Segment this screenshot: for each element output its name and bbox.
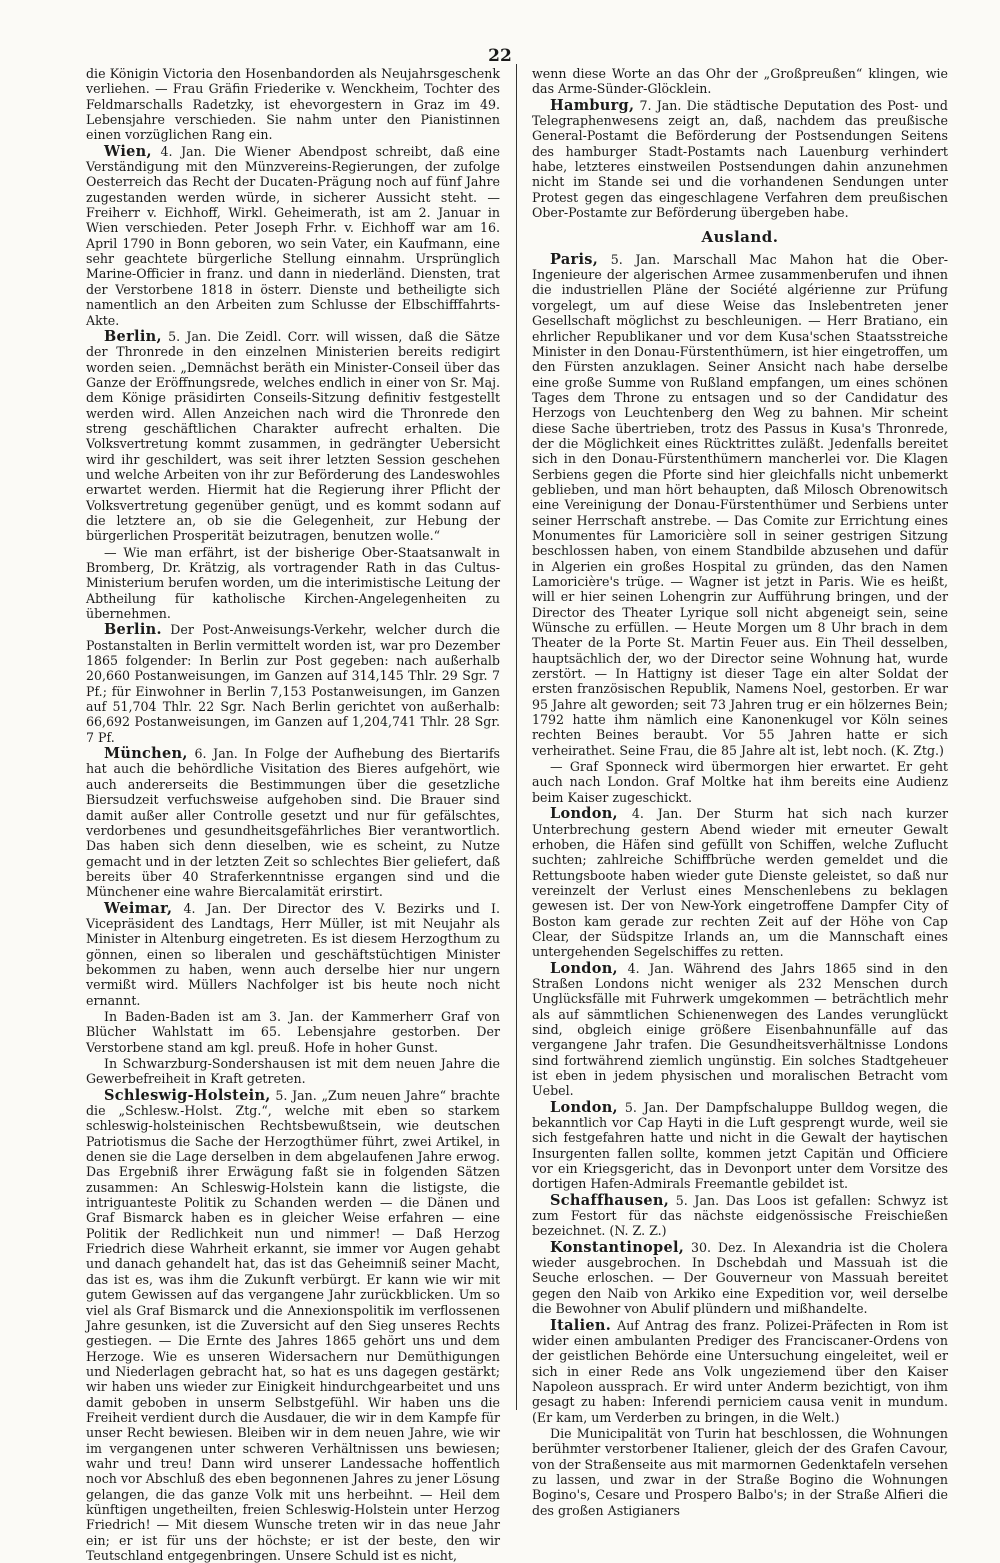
article-dateline: London, — [550, 959, 618, 977]
article-text: 5. Jan. Marschall Mac Mahon hat die Ober-Ingenieure der algerischen Armee zusammenberufen und ihnen die industriellen Pläne der Société algérienne zur Prüfung vorgelegt, um auf diese Weise das Inslebentreten jener Gesellschaft möglichst zu beschleunigen. — Herr Bratiano, ein ehrlicher Republikaner und vor dem Kusa'schen Staatsstreiche Minister in den Donau-Fürstenthümern, ist hier eingetroffen, um den Fürsten anzuklagen. Seiner Ansicht nach habe derselbe eine große Summe von Rußland empfangen, um eines schönen Tages dem Throne zu entsagen und so der Candidatur des Herzogs von Leuchtenberg den Weg zu bahnen. Mir scheint diese Sache übertrieben, trotz des Passus in Kusa's Thronrede, der die Möglichkeit eines Rücktrittes zuläßt. Jedenfalls bereitet sich in den Donau-Fürstenthümern mancherlei vor. Die Klagen Serbiens gegen die Pforte sind hier gleichfalls nicht unbemerkt geblieben, und man hört behaupten, daß Milosch Obrenowitsch eine Vereinigung der Donau-Fürstenthümer und Serbiens unter seiner Herrschaft anstrebe. — Das Comite zur Errichtung eines Monumentes für Lamoricière soll in seiner gestrigen Sitzung beschlossen haben, von einem Standbilde abzusehen und dafür in Algerien ein großes Hospital zu gründen, das den Namen Lamoricière's trüge. — Wagner ist jetzt in Paris. Wie es heißt, will er hier seinen Lohengrin zur Aufführung bringen, und der Director des Theater Lyrique soll nicht abgeneigt sein, seine Wünsche zu erfüllen. — Heute Morgen um 8 Uhr brach in dem Theater de la Porte St. Martin Feuer aus. Ein Theil desselben, hauptsächlich der, wo der Director seine Wohnung hat, wurde zerstört. — In Hattigny ist dieser Tage ein alter Soldat der ersten französischen Republik, Namens Noel, gestorben. Er war 95 Jahre alt geworden; seit 73 Jahren trug er ein hölzernes Bein; 1792 hatte ihm nämlich eine Kanonenkugel vor Köln seines rechten Beines beraubt. Vor 55 Jahren hatte er sich verheirathet. Seine Frau, die 85 Jahre alt ist, lebt noch. (K. Ztg.) — [532, 251, 948, 758]
article-text: In Schwarzburg-Sondershausen ist mit dem neuen Jahre die Gewerbefreiheit in Kraft getreten. — [86, 1056, 500, 1087]
article-paragraph — [86, 622, 500, 745]
article-paragraph — [86, 901, 500, 1008]
article-paragraph — [532, 806, 948, 959]
article-paragraph — [532, 1100, 948, 1192]
article-text: 5. Jan. Die Zeidl. Corr. will wissen, daß die Sätze der Thronrede in den einzelnen Ministerien bereits redigirt worden seien. „Demnächst beräth ein Minister-Conseil über das Ganze der Eröffnungsrede, welches endlich in einer von Sr. Maj. dem Könige präsidirten Conseils-Sitzung definitiv festgestellt werden wird. Allen Anzeichen nach wird die Thronrede den streng geschäftlichen Charakter aufrecht erhalten. Die Volksvertretung kommt zusammen, in gedrängter Uebersicht wird ihr geschildert, was seit ihrer letzten Session geschehen und welche Arbeiten von ihr zur Beförderung des Landeswohles erwartet werden. Hiermit hat die Regierung ihrer Pflicht der Volksvertretung gegenüber genügt, und es kommt sodann auf die letztere an, ob sie die Gelegenheit, zur Hebung der bürgerlichen Prosperität beizutragen, benutzen wolle.“ — [86, 328, 500, 544]
article-text: 7. Jan. Die städtische Deputation des Post- und Telegraphenwesens zeigt an, daß, nachdem das preußische General-Postamt die Beförderung der Postsendungen Seitens des hamburger Stadt-Postamts nach Lauenburg verhindert habe, letzteres einstweilen Postsendungen dahin anzunehmen nicht im Stande sei und die vorhandenen Sendungen unter Protest gegen das eingeschlagene Verfahren dem preußischen Ober-Postamte zur Beförderung übergeben habe. — [532, 97, 948, 221]
article-text: wenn diese Worte an das Ohr der „Großpreußen“ klingen, wie das Arme-Sünder-Glöcklein. — [532, 66, 948, 97]
article-paragraph — [532, 1193, 948, 1239]
article-dateline: München, — [104, 745, 188, 763]
article-paragraph — [86, 1056, 500, 1087]
article-paragraph — [532, 759, 948, 805]
article-dateline: Berlin, — [104, 327, 162, 345]
article-text: die Königin Victoria den Hosenbandorden als Neujahrsgeschenk verliehen. — Frau Gräfin Friederike v. Wenckheim, Tochter des Feldmarschalls Radetzky, ist ehevorgestern in Graz im 49. Lebensjahre verschieden. Sie nahm unter den Pianistinnen einen vorzüglichen Rang ein. — [86, 66, 500, 143]
article-paragraph — [86, 144, 500, 328]
article-text: Die Municipalität von Turin hat beschlossen, die Wohnungen berühmter verstorbener Italiener, gleich der des Grafen Cavour, von der Straßenseite aus mit marmornen Gedenktafeln versehen zu lassen, und zwar in der Straße Bogino die Wohnungen Bogino's, Cesare und Prospero Balbo's; in der Straße Alfieri die des großen Astigianers — [532, 1425, 948, 1518]
article-text: 5. Jan. „Zum neuen Jahre“ brachte die „Schlesw.-Holst. Ztg.“, welche mit eben so starkem schleswig-holsteinischen Rechtsbewußtsein, wie deutschen Patriotismus die Sache der Herzogthümer führt, zwei Artikel, in denen sie die Lage derselben in dem abgelaufenen Jahre erwog. Das Ergebniß ihrer Erwägung faßt sie in folgenden Sätzen zusammen: An Schleswig-Holstein kann die listigste, die intriguanteste Politik zu Schanden werden — die Dänen und Graf Bismarck haben es in gleicher Weise erfahren — eine Politik der Redlichkeit nun und nimmer! — Daß Herzog Friedrich diese Wahrheit erkannt, sie immer vor Augen gehabt und danach gehandelt hat, das ist das Geheimniß seiner Macht, das ist es, was ihm die Zukunft verbürgt. Er kann wie wir mit gutem Gewissen auf das vergangene Jahr zurückblicken. Um so viel als Graf Bismarck und die Annexionspolitik im verflossenen Jahre gesunken, ist die Zuversicht auf den Sieg unseres Rechts gestiegen. — Die Ernte des Jahres 1865 gehört uns und dem Herzoge. Wie es unseren Widersachern nur Demüthigungen und Niederlagen gebracht hat, so hat es uns dagegen gestärkt; wir haben uns wieder zur Einigkeit hindurchgearbeitet und uns damit geboben in unserm Selbstgefühl. Wir haben uns die Freiheit verdient durch die Ausdauer, die wir in dem Kampfe für unser Recht bewiesen. Bleiben wir in dem neuen Jahre, wie wir im vergangenen unter schweren Verhältnissen uns bewiesen; wahr und treu! Dann wird unserer Landessache hoffentlich noch vor Abschluß des eben begonnenen Jahres zu jener Lösung gelangen, die das ganze Volk mit uns herbeihnt. — Heil dem künftigen ungetheilten, freien Schleswig-Holstein unter Herzog Friedrich! — Mit diesem Wunsche treten wir in das neue Jahr ein; er ist für uns der höchste; er ist der beste, den wir Teutschland entgegenbringen. Unsere Schuld ist es nicht, — [86, 1087, 500, 1563]
article-dateline: Paris, — [550, 250, 599, 268]
article-text: 5. Jan. Das Loos ist gefallen: Schwyz ist zum Festort für das nächste eidgenössische Freischießen bezeichnet. (N. Z. Z.) — [532, 1192, 948, 1239]
article-dateline: Wien, — [104, 142, 152, 160]
article-dateline: Hamburg, — [550, 96, 635, 114]
article-paragraph — [532, 1318, 948, 1425]
article-text: 4. Jan. Die Wiener Abendpost schreibt, daß eine Verständigung mit den Münzvereins-Regierungen, der zufolge Oesterreich das Recht der Ducaten-Prägung noch auf fünf Jahre zugestanden werden würde, in sicherer Aussicht steht. — Freiherr v. Eichhoff, Wirkl. Geheimerath, ist am 2. Januar in Wien verschieden. Peter Joseph Frhr. v. Eichhoff war am 16. April 1790 in Bonn geboren, wo sein Vater, ein Kaufmann, eine sehr geachtete bürgerliche Stellung einnahm. Ursprünglich Marine-Officier in franz. und dann in niederländ. Diensten, trat der Verstorbene 1818 in österr. Dienste und betheiligte sich namentlich an den Arbeiten zum Schlusse der Elbschifffahrts-Akte. — [86, 143, 500, 328]
article-text: Auf Antrag des franz. Polizei-Präfecten in Rom ist wider einen ambulanten Prediger des Franciscaner-Ordens von der geistlichen Behörde eine Untersuchung eingeleitet, weil er sich in einer Rede ans Volk ungeziemend über den Kaiser Napoleon aussprach. Er wird unter Anderm bezichtigt, von ihm gesagt zu haben: Inferendi perniciem causa venit in mundum. (Er kam, um Verderben zu bringen, in die Welt.) — [532, 1317, 948, 1425]
article-text: — Graf Sponneck wird übermorgen hier erwartet. Er geht auch nach London. Graf Moltke hat ihm bereits eine Audienz beim Kaiser zugeschickt. — [532, 759, 948, 805]
section-heading: Ausland. — [701, 228, 779, 247]
article-paragraph — [86, 1088, 500, 1563]
article-dateline: Weimar, — [104, 899, 173, 917]
article-paragraph — [86, 66, 500, 143]
article-dateline: Berlin. — [104, 621, 162, 639]
article-paragraph — [532, 98, 948, 221]
article-dateline: London, — [550, 1098, 618, 1116]
left-column — [86, 66, 500, 1563]
article-text: 6. Jan. In Folge der Aufhebung des Biertarifs hat auch die behördliche Visitation des Bieres aufgehört, wie auch andererseits die Bestimmungen über die gesetzliche Biersudzeit verfuchsweise aufgehoben sind. Die Brauer sind damit außer aller Controlle gesetzt und nur für gefälschtes, verdorbenes und gesundheitsgefährliches Bier verantwortlich. Das haben sich denn dieselben, wie es scheint, zu Nutze gemacht und in der letzten Zeit so schlechtes Bier geliefert, daß bereits über 40 Straferkenntnisse ergangen sind und die Münchener eine wahre Biercalamität erirstirt. — [86, 746, 500, 900]
page-number: 22 — [488, 46, 512, 66]
article-text: — Wie man erfährt, ist der bisherige Ober-Staatsanwalt in Bromberg, Dr. Krätzig, als vortragender Rath in das Cultus-Ministerium berufen worden, um die interimistische Leitung der Abtheilung für katholische Kirchen-Angelegenheiten zu übernehmen. — [86, 544, 500, 622]
article-text: 4. Jan. Der Sturm hat sich nach kurzer Unterbrechung gestern Abend wieder mit erneuter Gewalt erhoben, die Häfen sind gefüllt von Schiffen, welche Zuflucht suchten; zahlreiche Schiffbrüche werden gemeldet und die Rettungsboote haben wieder gute Dienste geleistet, so daß nur vereinzelt der Verlust eines Menschenlebens zu beklagen gewesen ist. Der von New-York eingetroffene Dampfer City of Boston kam gerade zur rechten Zeit auf der Höhe von Cap Clear, der Südspitze Irlands an, um die Mannschaft eines untergehenden Segelschiffes zu retten. — [532, 806, 948, 960]
article-paragraph — [532, 252, 948, 758]
article-dateline: Schleswig-Holstein, — [104, 1086, 271, 1104]
article-text: 30. Dez. In Alexandria ist die Cholera wieder ausgebrochen. In Dschebdah und Massuah ist die Seuche erloschen. — Der Gouverneur von Massuah bereitet gegen den Naib von Arkiko eine Expedition vor, weil derselbe die Bewohner von Abulif plündern und mißhandelte. — [532, 1239, 948, 1317]
article-paragraph — [86, 329, 500, 544]
article-paragraph — [86, 746, 500, 899]
article-text: Der Post-Anweisungs-Verkehr, welcher durch die Postanstalten in Berlin vermittelt worden ist, war pro Dezember 1865 folgender: In Berlin zur Post gegeben: nach außerhalb 20,660 Postanweisungen, im Ganzen auf 314,145 Thlr. 29 Sgr. 7 Pf.; für Einwohner in Berlin 7,153 Postanweisungen, im Ganzen auf 51,704 Thlr. 22 Sgr. Nach Berlin gerichtet von außerhalb: 66,692 Postanweisungen, im Ganzen auf 1,204,741 Thlr. 28 Sgr. 7 Pf. — [86, 622, 500, 745]
article-paragraph — [532, 1426, 948, 1518]
article-dateline: Konstantinopel, — [550, 1238, 685, 1256]
article-dateline: Italien. — [550, 1316, 612, 1334]
article-dateline: London, — [550, 805, 618, 823]
right-column — [532, 66, 948, 1518]
article-paragraph — [532, 961, 948, 1099]
column-divider — [516, 64, 517, 1410]
article-paragraph — [532, 66, 948, 97]
article-paragraph — [532, 1240, 948, 1317]
article-text: 5. Jan. Der Dampfschaluppe Bulldog wegen, die bekanntlich vor Cap Hayti in die Luft gesprengt wurde, weil sie sich festgefahren hatte und nicht in die Gewalt der haytischen Insurgenten fallen sollte, kommen jetzt Capitän und Officiere vor ein Kriegsgericht, das in Devonport unter dem Vorsitze des dortigen Hafen-Admirals Freemantle gebildet ist. — [532, 1099, 948, 1192]
article-paragraph — [86, 545, 500, 622]
article-text: In Baden-Baden ist am 3. Jan. der Kammerherr Graf von Blücher Wahlstatt im 65. Lebensjahre gestorben. Der Verstorbene stand am kgl. preuß. Hofe in hoher Gunst. — [86, 1008, 500, 1055]
article-text: 4. Jan. Während des Jahrs 1865 sind in den Straßen Londons nicht weniger als 232 Menschen durch Unglücksfälle mit Fuhrwerk umgekommen — beträchtlich mehr als auf sämmtlichen Schienenwegen des Landes verunglückt sind, obgleich einige größere Eisenbahnunfälle auf das vergangene Jahr trafen. Die Gesundheitsverhältnisse Londons sind fortwährend ziemlich ungünstig. Ein solches Stadtgeheuer ist eben in jedem physischen und moralischen Betracht vom Uebel. — [532, 960, 948, 1099]
article-paragraph — [86, 1009, 500, 1055]
article-dateline: Schaffhausen, — [550, 1191, 670, 1209]
article-text: 4. Jan. Der Director des V. Bezirks und I. Vicepräsident des Landtags, Herr Müller, ist mit Neujahr als Minister in Altenburg eingetreten. Es ist diesem Herzogthum zu gönnen, einen so liberalen und geschäftstüchtigen Minister bekommen zu haben, wenn auch derselbe hier nur ungern vermißt wird. Müllers Nachfolger ist bis heute noch nicht ernannt. — [86, 900, 500, 1008]
